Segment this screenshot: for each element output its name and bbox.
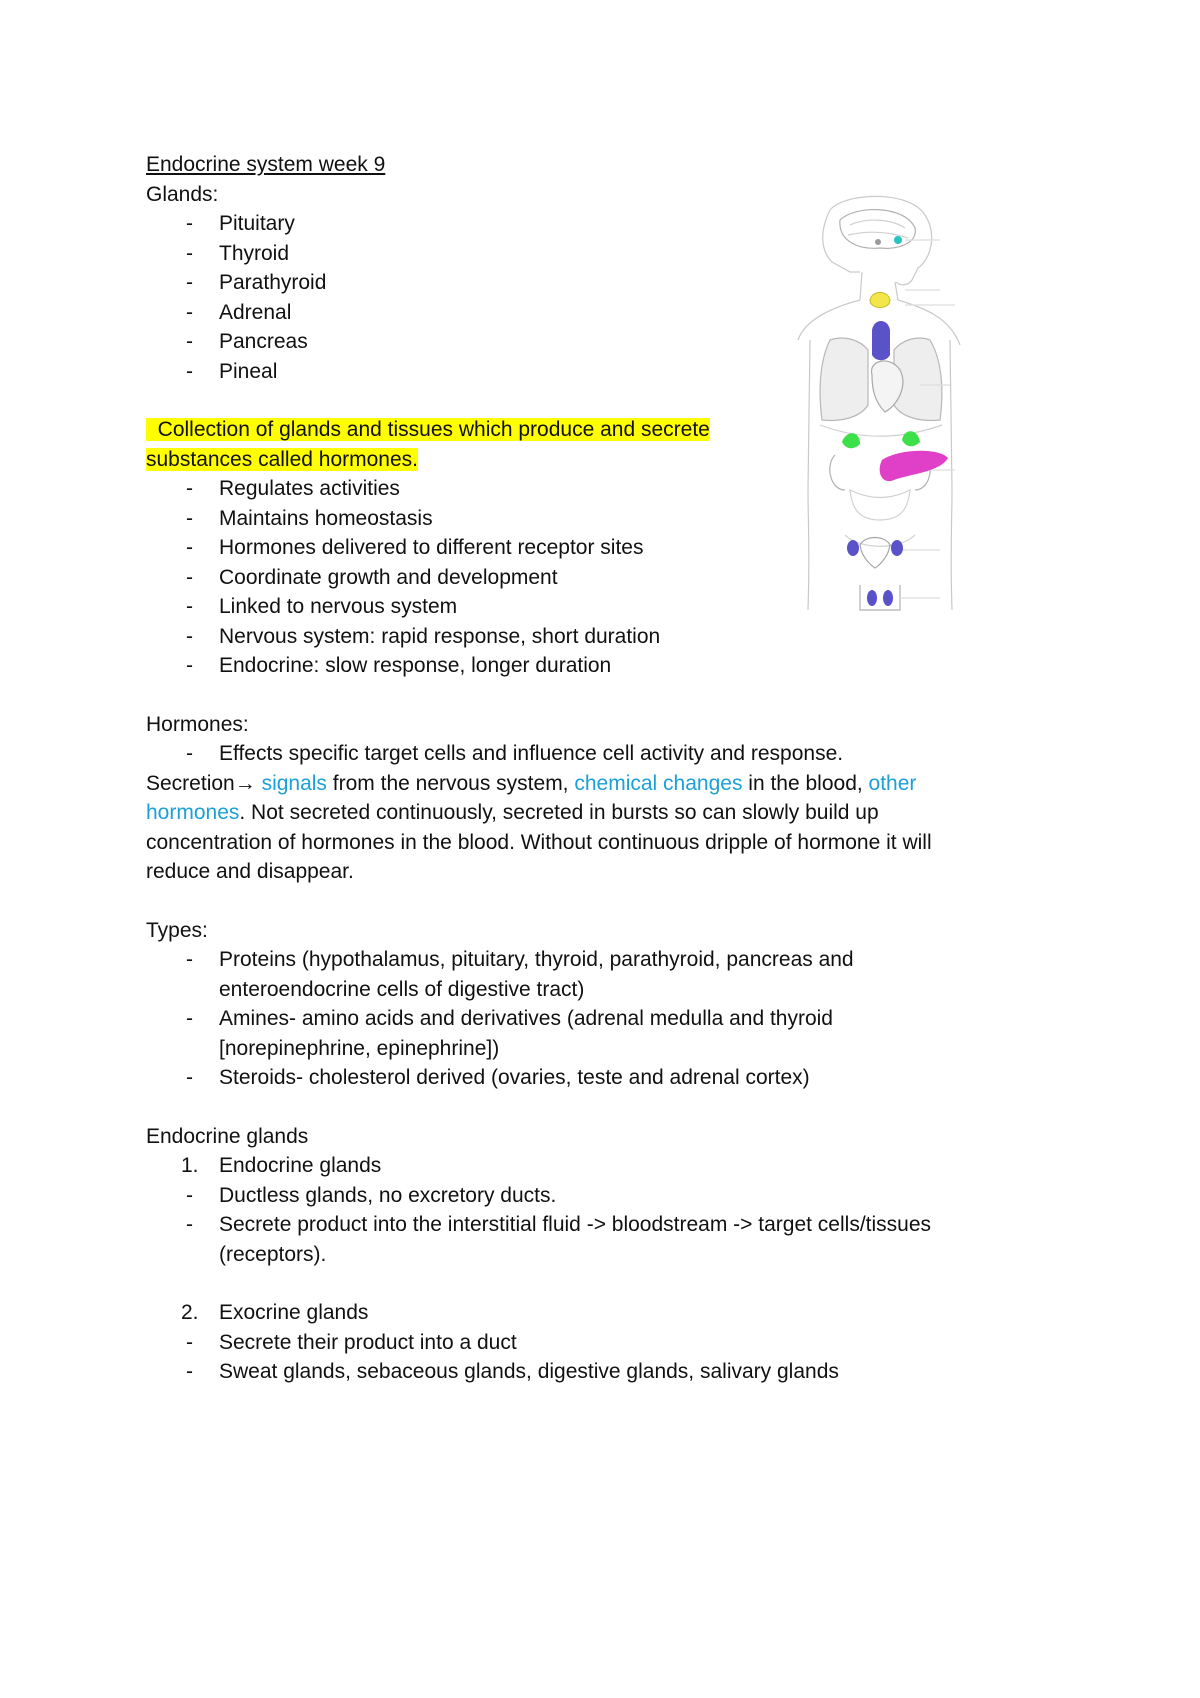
testis-left	[867, 590, 877, 606]
list-item: - Coordinate growth and development	[186, 565, 558, 589]
section-1-list	[146, 1181, 976, 1270]
list-item: - Pituitary	[186, 212, 295, 235]
list-item: - Pineal	[186, 359, 278, 383]
list-item: - Amines- amino acids and derivatives (adrenal medulla and thyroid [norepinephrine, epinephrine])	[186, 1007, 833, 1060]
secretion-paragraph: Secretion→ signals from the nervous system, chemical changes in the blood, other hormones. Not secreted continuously, secreted in bursts so can slowly build up concentration of hormones in the blood. Without continuous dripple of hormone it will reduce and disappear.	[146, 771, 932, 883]
list-item: - Adrenal	[186, 300, 292, 324]
list-item: - Linked to nervous system	[186, 595, 458, 618]
list-item: - Proteins (hypothalamus, pituitary, thyroid, parathyroid, pancreas and enteroendocrine cells of digestive tract)	[186, 948, 854, 1001]
pineal-gland	[894, 236, 902, 244]
section-2-list	[146, 1328, 1066, 1387]
definition-line-1: Collection of glands and tissues which produce and secrete	[146, 418, 710, 441]
types-heading: Types:	[146, 918, 208, 942]
adrenal-gland-right	[902, 431, 920, 446]
list-item: - Thyroid	[186, 241, 290, 265]
list-item: - Parathyroid	[186, 271, 327, 294]
hormones-bullet: - Effects specific target cells and influence cell activity and response.	[186, 742, 844, 765]
pancreas-gland	[880, 451, 948, 481]
section-2-title: 2. Exocrine glands	[181, 1301, 369, 1324]
list-item: - Endocrine: slow response, longer duration	[186, 654, 612, 677]
list-item: - Pancreas	[186, 330, 308, 353]
list-item: - Sweat glands, sebaceous glands, digestive glands, salivary glands	[186, 1360, 839, 1383]
glands-heading: Glands:	[146, 182, 219, 206]
testis-right	[883, 590, 893, 606]
list-item: - Maintains homeostasis	[186, 506, 433, 530]
ovary-left	[847, 540, 859, 556]
types-list	[146, 945, 976, 1093]
adrenal-gland-left	[842, 433, 860, 448]
document-title: Endocrine system week 9	[146, 153, 386, 176]
list-item: - Nervous system: rapid response, short duration	[186, 624, 661, 648]
list-item: - Regulates activities	[186, 477, 400, 500]
list-item: - Secrete their product into a duct	[186, 1330, 517, 1354]
endocrine-anatomy-figure	[790, 190, 980, 650]
arrow-icon: →	[234, 771, 256, 795]
list-item: - Hormones delivered to different receptor sites	[186, 536, 644, 559]
definition-line-2: substances called hormones.	[146, 447, 418, 471]
endocrine-glands-heading: Endocrine glands	[146, 1124, 309, 1148]
list-item: - Ductless glands, no excretory ducts.	[186, 1183, 557, 1207]
hormones-heading: Hormones:	[146, 712, 249, 736]
pituitary-gland	[875, 239, 881, 245]
section-1-title: 1. Endocrine glands	[181, 1154, 382, 1177]
thyroid-gland	[870, 293, 890, 308]
list-item: - Steroids- cholesterol derived (ovaries, teste and adrenal cortex)	[186, 1066, 810, 1089]
thymus-gland	[872, 321, 890, 360]
ovary-right	[891, 540, 903, 556]
list-item: - Secrete product into the interstitial fluid -> bloodstream -> target cells/tissues (receptors).	[186, 1213, 932, 1266]
